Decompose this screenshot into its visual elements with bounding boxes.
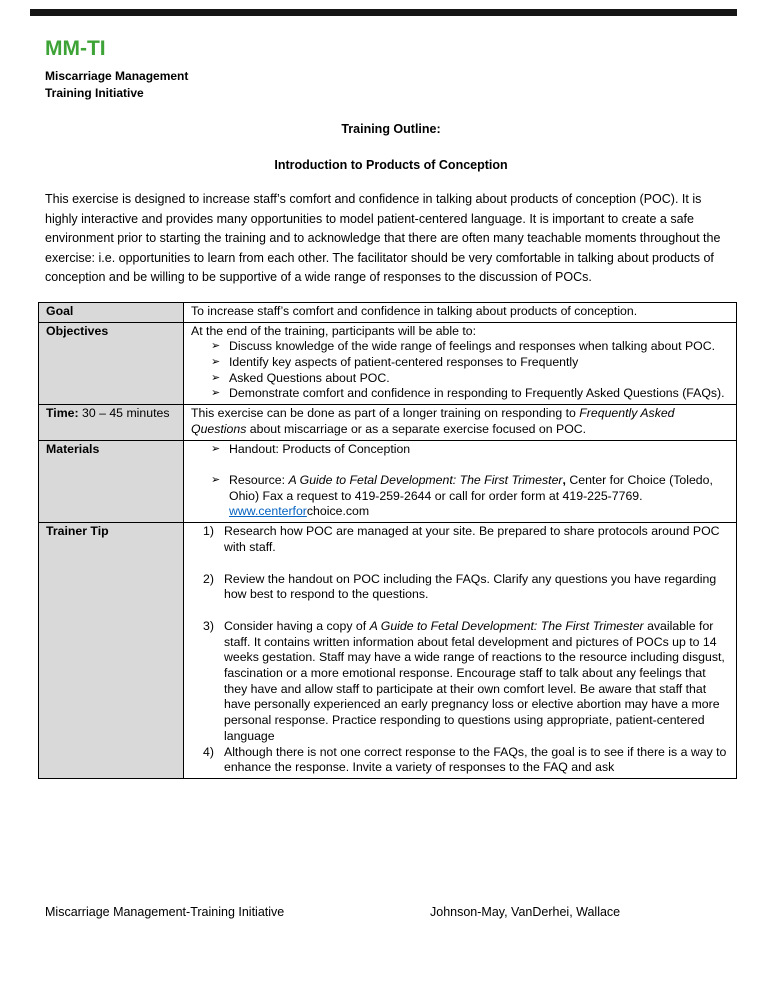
materials-resource-item	[191, 473, 730, 520]
centerforchoice-link[interactable]: www.centerfor	[229, 504, 307, 519]
materials-label: Materials	[39, 440, 184, 523]
training-outline-table	[38, 302, 737, 779]
trainer-tip-item	[191, 745, 730, 776]
goal-text: To increase staff’s comfort and confidence in talking about products of conception.	[184, 302, 737, 322]
time-text-post: about miscarriage or as a separate exercise focused on POC.	[246, 421, 587, 436]
item-text-post: available for staff. It contains written information about fetal development and pictures of POCs up to 14 weeks gestation. Staff may have a wide range of reactions to the resource including disgust, fascination or a more emotional response. Encourage staff to talk about any feelings that they have and allow staff to participate at their own comfort level. Be aware that staff that have personally experienced an early pregnancy loss or elective abortion may have a more personal response. Practice responding to questions using appropriate, patient-centered language	[224, 618, 725, 743]
objective-item	[191, 355, 730, 371]
arrow-bullet-icon: ➢	[211, 356, 221, 369]
time-text-pre: This exercise can be done as part of a longer training on responding to	[191, 406, 580, 421]
resource-mid: Center for Choice (Toledo, Ohio) Fax a request to 419-259-2644 or call for order form at 419-225-7769.	[229, 472, 713, 503]
item-text: Review the handout on POC including the FAQs. Clarify any questions you have regarding how best to respond to the questions.	[224, 571, 717, 602]
trainer-tip-item	[191, 619, 730, 745]
table-row-objectives	[39, 322, 737, 405]
materials-handout-text: Handout: Products of Conception	[229, 441, 411, 456]
doc-title: Training Outline:	[341, 122, 441, 136]
objective-item	[191, 371, 730, 387]
arrow-bullet-icon: ➢	[211, 371, 221, 384]
item-number: 3)	[203, 618, 214, 633]
objective-text: Demonstrate comfort and confidence in responding to Frequently Asked Questions (FAQs).	[229, 386, 725, 401]
logo-text: MM-TI	[45, 37, 106, 60]
footer-right: Johnson-May, VanDerhei, Wallace	[430, 905, 621, 919]
objective-text: Asked Questions about POC.	[229, 370, 390, 385]
item-number: 1)	[203, 524, 214, 539]
doc-subtitle: Introduction to Products of Conception	[274, 158, 508, 172]
objective-item	[191, 339, 730, 355]
resource-comma: ,	[562, 472, 566, 487]
item-text	[224, 619, 730, 745]
trainer-tip-item	[191, 572, 730, 603]
arrow-bullet-icon: ➢	[211, 340, 221, 353]
resource-pre: Resource:	[229, 472, 289, 487]
item-text-pre: Consider having a copy of	[224, 618, 370, 633]
time-label-bold: Time:	[46, 406, 79, 421]
table-row-goal	[39, 302, 737, 322]
objective-text: Identify key aspects of patient-centered responses to Frequently	[229, 355, 579, 370]
resource-tail: choice.com	[306, 504, 370, 519]
time-label	[39, 405, 184, 440]
goal-label: Goal	[39, 302, 184, 322]
arrow-bullet-icon: ➢	[211, 442, 221, 455]
objective-text: Discuss knowledge of the wide range of feelings and responses when talking about POC.	[229, 339, 716, 354]
footer-left: Miscarriage Management-Training Initiative	[45, 905, 285, 919]
header-subtitle-line1: Miscarriage Management	[45, 69, 189, 83]
time-text-italic: Frequently Asked Questions	[191, 406, 675, 436]
item-text: Although there is not one correct response to the FAQs, the goal is to see if there is a way to enhance the response. Invite a variety of responses to the FAQ and ask	[224, 744, 727, 775]
materials-resource-text	[229, 473, 730, 520]
objectives-label: Objectives	[39, 322, 184, 405]
item-number: 4)	[203, 744, 214, 759]
spacer	[191, 457, 730, 473]
intro-paragraph: This exercise is designed to increase staff’s comfort and confidence in talking about products of conception (POC). It is highly interactive and provides many opportunities to model patient-centered language. It is important to create a safe environment prior to starting the training and to acknowledge that there are often many teachable moments throughout the exercise: i.e. opportunities to learn from each other. The facilitator should be very comfortable in talking about products of conception and be willing to be supportive of a wide range of responses to the discussion of POCs.	[45, 192, 721, 285]
resource-title-italic: A Guide to Fetal Development: The First Trimester	[288, 472, 563, 487]
page-footer	[45, 905, 737, 919]
item-number: 2)	[203, 571, 214, 586]
objective-item	[191, 386, 730, 402]
materials-handout-item	[191, 442, 730, 458]
time-label-value: 30 – 45 minutes	[78, 406, 170, 421]
item-text: Research how POC are managed at your site. Be prepared to share protocols around POC with staff.	[224, 524, 720, 554]
trainer-tip-label: Trainer Tip	[39, 523, 184, 779]
trainer-tip-content	[184, 523, 737, 779]
objectives-content	[184, 322, 737, 405]
top-rule	[30, 9, 737, 16]
header-subtitle-line2: Training Initiative	[45, 86, 144, 100]
item-text-italic: A Guide to Fetal Development: The First Trimester	[369, 618, 644, 633]
arrow-bullet-icon: ➢	[211, 473, 221, 486]
table-row-materials	[39, 440, 737, 523]
table-row-trainer-tip	[39, 523, 737, 779]
materials-content	[184, 440, 737, 523]
arrow-bullet-icon: ➢	[211, 387, 221, 400]
trainer-tip-item	[191, 524, 730, 555]
objectives-intro: At the end of the training, participants will be able to:	[191, 323, 477, 338]
time-text	[184, 405, 737, 440]
table-row-time	[39, 405, 737, 440]
